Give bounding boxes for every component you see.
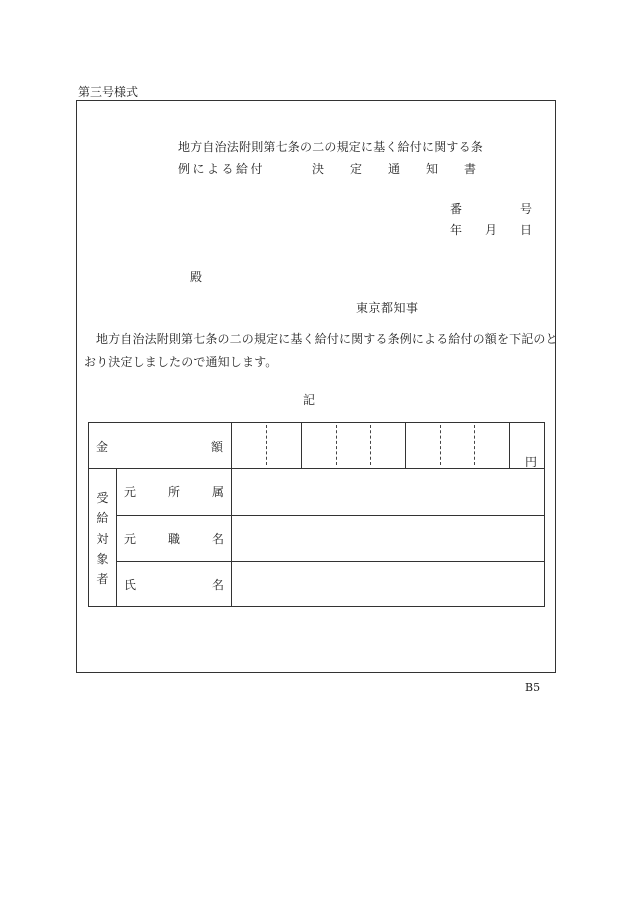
form-number: 第三号様式	[78, 85, 139, 99]
title-char: 書	[463, 162, 476, 176]
title-char: 決	[312, 162, 325, 176]
yen-unit: 円	[525, 455, 538, 469]
recipient-char: 者	[96, 572, 109, 586]
go-label: 号	[519, 202, 532, 216]
amount-digit-guide	[336, 425, 337, 465]
date-field	[450, 223, 532, 237]
recipient-vertical-label	[89, 489, 116, 587]
former-position-label	[124, 532, 224, 546]
amount-cell-divider	[301, 423, 302, 468]
amount-cell-divider	[231, 423, 232, 468]
paper-size: B5	[525, 681, 541, 694]
amount-label-char: 額	[210, 440, 223, 454]
document-number-field	[450, 202, 532, 216]
amount-digit-guide	[440, 425, 441, 465]
recipient-char: 受	[96, 491, 109, 505]
recipient-char: 象	[96, 551, 109, 566]
day-label: 日	[519, 223, 532, 237]
amount-label	[96, 440, 223, 454]
title-char: 定	[349, 162, 362, 176]
former-affiliation-label	[124, 485, 224, 499]
title-line1: 地方自治法附則第七条の二の規定に基く給付に関する条	[178, 140, 484, 154]
amount-cell-divider	[509, 423, 510, 468]
body-line1: 地方自治法附則第七条の二の規定に基く給付に関する条例による給付の額を下記のと	[96, 332, 558, 346]
month-label: 月	[484, 223, 497, 237]
table-row-divider	[88, 468, 545, 469]
table-row-divider	[116, 561, 545, 562]
row-label-char: 名	[211, 578, 224, 592]
name-label	[124, 578, 224, 592]
recipient-char: 対	[96, 531, 109, 546]
row-label-char: 元	[124, 485, 137, 499]
title-kettei-tsuchisho	[312, 162, 476, 176]
recipient-char: 給	[96, 511, 109, 526]
row-label-char: 名	[211, 532, 224, 546]
amount-digit-guide	[370, 425, 371, 465]
title-char: 通	[387, 162, 400, 176]
row-label-char: 職	[167, 532, 180, 546]
row-label-char: 所	[167, 485, 180, 499]
recipient-label-divider	[116, 468, 117, 607]
recipient-value-divider	[231, 468, 232, 607]
amount-digit-guide	[474, 425, 475, 465]
ki-label: 記	[303, 393, 316, 407]
issuer: 東京都知事	[356, 301, 419, 315]
amount-digit-guide	[266, 425, 267, 465]
title-line2-prefix: 例による給付	[178, 162, 266, 176]
addressee-honorific: 殿	[190, 270, 203, 284]
row-label-char: 属	[211, 485, 224, 499]
year-label: 年	[450, 223, 463, 237]
row-label-char: 氏	[124, 578, 137, 592]
amount-label-char: 金	[96, 440, 109, 454]
ban-label: 番	[450, 202, 463, 216]
body-line2: おり決定しましたので通知します。	[84, 355, 278, 369]
amount-cell-divider	[405, 423, 406, 468]
title-char: 知	[425, 162, 438, 176]
table-row-divider	[116, 515, 545, 516]
row-label-char: 元	[124, 532, 137, 546]
